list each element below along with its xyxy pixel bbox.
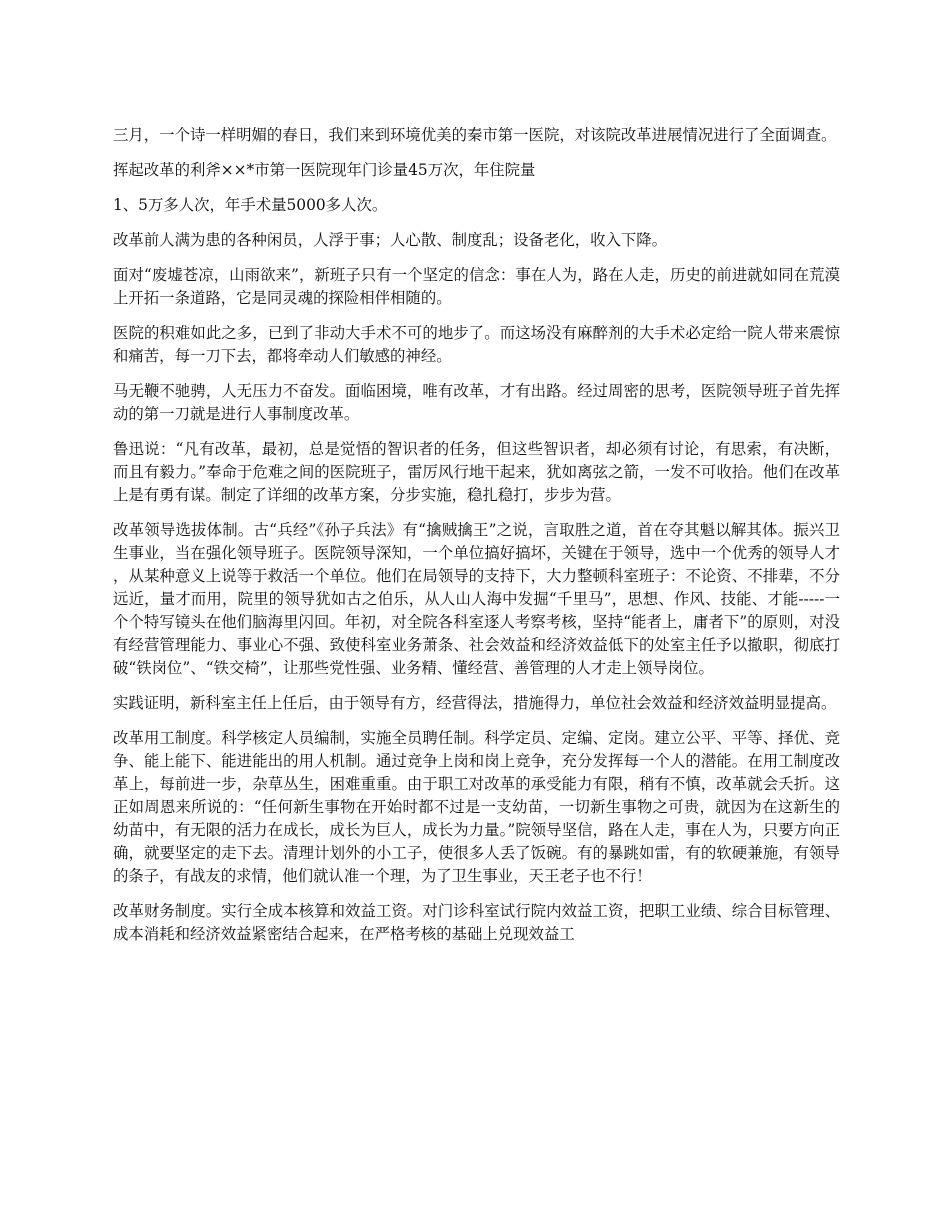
paragraph: 改革前人满为患的各种闲员，人浮于事；人心散、制度乱；设备老化，收入下降。	[113, 231, 668, 249]
paragraph: 改革财务制度。实行全成本核算和效益工资。对门诊科室试行院内效益工资，把职工业绩、综合目标管理、成本消耗和经济效益紧密结合起来，在严格考核的基础上兑现效益工	[113, 902, 840, 943]
paragraph: 马无鞭不驰骋，人无压力不奋发。面临困境，唯有改革，才有出路。经过周密的思考，医院领导班子首先挥动的第一刀就是进行人事制度改革。	[113, 382, 840, 423]
paragraph: 实践证明，新科室主任上任后，由于领导有方，经营得法，措施得力，单位社会效益和经济效益明显提高。	[113, 694, 837, 712]
paragraph: 挥起改革的利斧××*市第一医院现年门诊量45万次，年住院量	[113, 161, 536, 179]
paragraph: 改革用工制度。科学核定人员编制，实施全员聘任制。科学定员、定编、定岗。建立公平、平等、择优、竞争、能上能下、能进能出的用人机制。通过竞争上岗和岗上竞争，充分发挥每一个人的潜能。在用工制度改革上，每前进一步，杂草丛生，困难重重。由于职工对改革的承受能力有限，稍有不慎，改革就会夭折。这正如周恩来所说的：“任何新生事物在开始时都不过是一支幼苗，一切新生事物之可贵，就因为在这新生的幼苗中，有无限的活力在成长，成长为巨人，成长为力量。”院领导坚信，路在人走，事在人为，只要方向正确，就要坚定的走下去。清理计划外的小工子，使很多人丢了饭碗。有的暴跳如雷，有的软硬兼施，有领导的条子，有战友的求情，他们就认准一个理，为了卫生事业，天王老子也不行！	[113, 729, 840, 885]
paragraph: 鲁迅说：“凡有改革，最初，总是觉悟的智识者的任务，但这些智识者，却必须有讨论，有思索，有决断，而且有毅力。”奉命于危难之间的医院班子，雷厉风行地干起来，犹如离弦之箭，一发不可收拾。他们在改革上是有勇有谋。制定了详细的改革方案，分步实施，稳扎稳打，步步为营。	[113, 440, 840, 504]
document-body	[113, 124, 840, 958]
paragraph: 改革领导选拔体制。古“兵经”《孙子兵法》有“擒贼擒王”之说，言取胜之道，首在夺其魁以解其体。振兴卫生事业，当在强化领导班子。医院领导深知，一个单位搞好搞坏，关键在于领导，选中一个优秀的领导人才，从某种意义上说等于救活一个单位。他们在局领导的支持下，大力整顿科室班子：不论资、不排辈，不分远近，量才而用，院里的领导犹如古之伯乐，从人山人海中发掘“千里马”，思想、作风、技能、才能-----一个个特写镜头在他们脑海里闪回。年初，对全院各科室逐人考察考核，坚持“能者上，庸者下”的原则，对没有经营管理能力、事业心不强、致使科室业务萧条、社会效益和经济效益低下的处室主任予以撤职，彻底打破“铁岗位”、“铁交椅”，让那些党性强、业务精、懂经营、善管理的人才走上领导岗位。	[113, 521, 840, 677]
paragraph: 面对“废墟苍凉，山雨欲来”，新班子只有一个坚定的信念：事在人为，路在人走，历史的前进就如同在荒漠上开拓一条道路，它是同灵魂的探险相伴相随的。	[113, 266, 840, 307]
paragraph: 医院的积难如此之多，已到了非动大手术不可的地步了。而这场没有麻醉剂的大手术必定给一院人带来震惊和痛苦，每一刀下去，都将牵动人们敏感的神经。	[113, 324, 840, 365]
paragraph: 1、5万多人次，年手术量5000多人次。	[113, 196, 388, 214]
paragraph: 三月，一个诗一样明媚的春日，我们来到环境优美的秦市第一医院，对该院改革进展情况进行了全面调查。	[113, 126, 837, 144]
